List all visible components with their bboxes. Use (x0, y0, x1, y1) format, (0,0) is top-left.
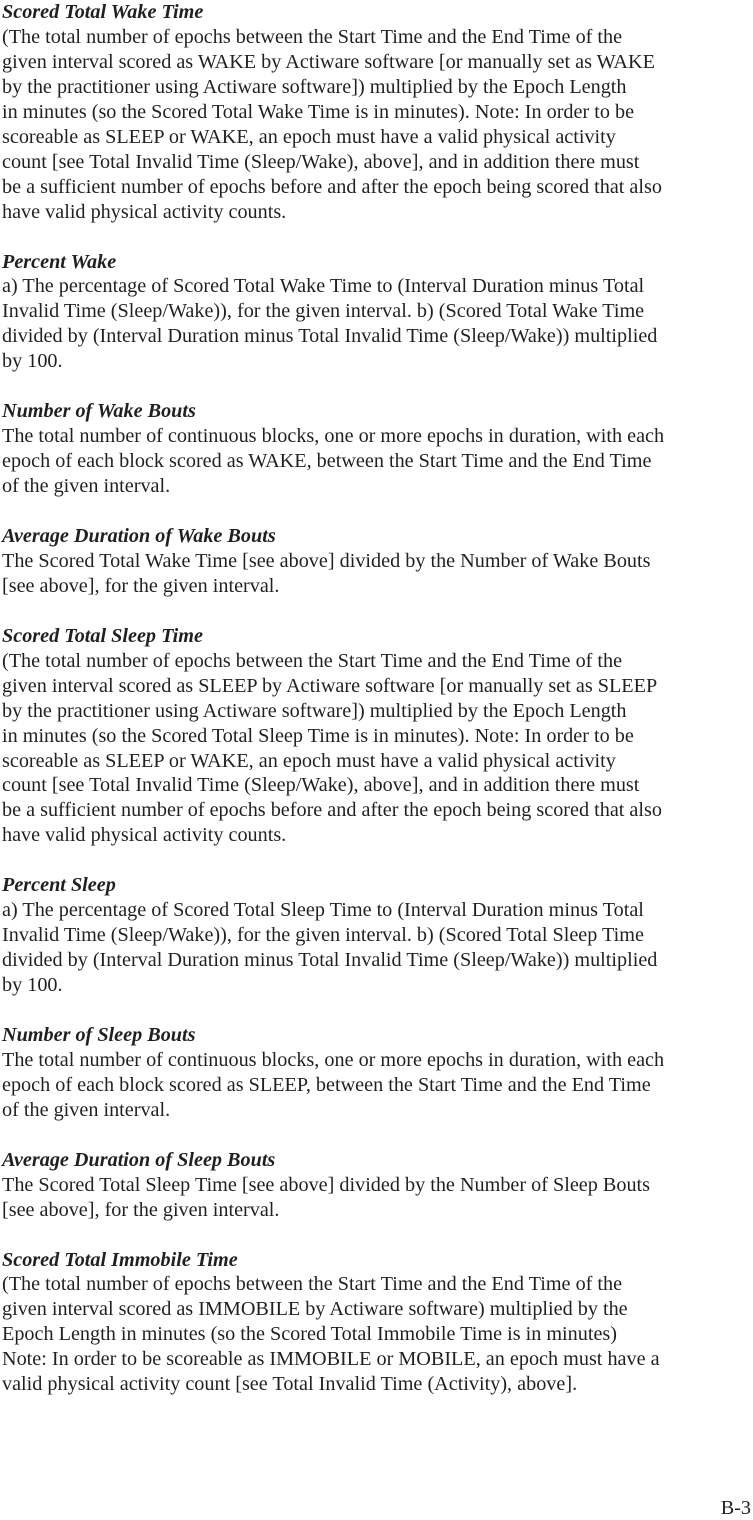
definition-line: have valid physical activity counts. (2, 824, 287, 847)
definition-line: be a sufficient number of epochs before and after the epoch being scored that also (2, 799, 662, 822)
definition-line: scoreable as SLEEP or WAKE, an epoch must have a valid physical activity (2, 749, 616, 772)
definition-line: epoch of each block scored as SLEEP, between the Start Time and the End Time (2, 1073, 651, 1096)
definition-line: divided by (Interval Duration minus Total Invalid Time (Sleep/Wake)) multiplied (2, 325, 658, 348)
definition-line: Invalid Time (Sleep/Wake)), for the given interval. b) (Scored Total Wake Time (2, 300, 645, 323)
definition-line: (The total number of epochs between the Start Time and the End Time of the (2, 1273, 623, 1296)
definition-line: by 100. (2, 350, 63, 373)
definition-line: count [see Total Invalid Time (Sleep/Wake), above], and in addition there must (2, 774, 640, 797)
term-heading: Scored Total Wake Time (2, 1, 204, 23)
glossary-entry-average-duration-of-wake-bouts (2, 524, 753, 599)
definition-line: count [see Total Invalid Time (Sleep/Wake), above], and in addition there must (2, 150, 640, 173)
term-heading: Scored Total Sleep Time (2, 624, 203, 647)
definition-line: by the practitioner using Actiware software]) multiplied by the Epoch Length (2, 75, 627, 98)
definition-line: Note: In order to be scoreable as IMMOBILE or MOBILE, an epoch must have a (2, 1348, 660, 1371)
definition-line: be a sufficient number of epochs before and after the epoch being scored that also (2, 175, 662, 198)
glossary-entry-scored-total-immobile-time (2, 1248, 753, 1398)
term-heading: Number of Sleep Bouts (2, 1023, 196, 1046)
glossary-entry-number-of-wake-bouts (2, 399, 753, 499)
glossary-entry-scored-total-sleep-time (2, 624, 753, 849)
definition-line: The Scored Total Wake Time [see above] divided by the Number of Wake Bouts (2, 549, 651, 572)
definition-line: of the given interval. (2, 475, 171, 498)
definition-line: by the practitioner using Actiware software]) multiplied by the Epoch Length (2, 699, 627, 722)
page-number: B-3 (720, 1497, 751, 1519)
definition-line: divided by (Interval Duration minus Total Invalid Time (Sleep/Wake)) multiplied (2, 949, 658, 972)
definition-line: epoch of each block scored as WAKE, between the Start Time and the End Time (2, 450, 652, 473)
definition-line: a) The percentage of Scored Total Sleep Time to (Interval Duration minus Total (2, 899, 644, 922)
term-heading: Percent Sleep (2, 874, 116, 897)
definition-line: The Scored Total Sleep Time [see above] divided by the Number of Sleep Bouts (2, 1173, 651, 1196)
definition-line: The total number of continuous blocks, one or more epochs in duration, with each (2, 425, 665, 448)
definition-line: in minutes (so the Scored Total Wake Time is in minutes). Note: In order to be (2, 100, 635, 123)
term-heading: Number of Wake Bouts (2, 400, 196, 423)
glossary-entry-percent-wake (2, 250, 753, 375)
definition-line: a) The percentage of Scored Total Wake Time to (Interval Duration minus Total (2, 275, 645, 298)
definition-line: [see above], for the given interval. (2, 574, 280, 597)
definition-line: Epoch Length in minutes (so the Scored Total Immobile Time is in minutes) (2, 1323, 617, 1346)
definition-line: (The total number of epochs between the Start Time and the End Time of the (2, 649, 623, 672)
definition-line: [see above], for the given interval. (2, 1198, 280, 1221)
term-heading: Scored Total Immobile Time (2, 1248, 238, 1271)
definition-line: by 100. (2, 974, 63, 997)
definition-line: have valid physical activity counts. (2, 200, 287, 223)
definition-line: (The total number of epochs between the Start Time and the End Time of the (2, 25, 623, 48)
definition-line: given interval scored as IMMOBILE by Actiware software) multiplied by the (2, 1298, 628, 1321)
term-heading: Average Duration of Wake Bouts (2, 524, 276, 547)
glossary-document (2, 0, 753, 1422)
definition-line: given interval scored as SLEEP by Actiware software [or manually set as SLEEP (2, 674, 658, 697)
definition-line: given interval scored as WAKE by Actiware software [or manually set as WAKE (2, 50, 655, 73)
glossary-entry-average-duration-of-sleep-bouts (2, 1148, 753, 1223)
glossary-entry-number-of-sleep-bouts (2, 1023, 753, 1123)
definition-line: of the given interval. (2, 1098, 171, 1121)
definition-line: Invalid Time (Sleep/Wake)), for the given interval. b) (Scored Total Sleep Time (2, 924, 644, 947)
definition-line: valid physical activity count [see Total Invalid Time (Activity), above]. (2, 1373, 578, 1396)
glossary-entry-scored-total-wake-time (2, 0, 753, 225)
glossary-entry-percent-sleep (2, 873, 753, 998)
definition-line: The total number of continuous blocks, one or more epochs in duration, with each (2, 1048, 665, 1071)
term-heading: Percent Wake (2, 250, 117, 273)
term-heading: Average Duration of Sleep Bouts (2, 1148, 276, 1171)
definition-line: in minutes (so the Scored Total Sleep Time is in minutes). Note: In order to be (2, 724, 634, 747)
definition-line: scoreable as SLEEP or WAKE, an epoch must have a valid physical activity (2, 125, 616, 148)
